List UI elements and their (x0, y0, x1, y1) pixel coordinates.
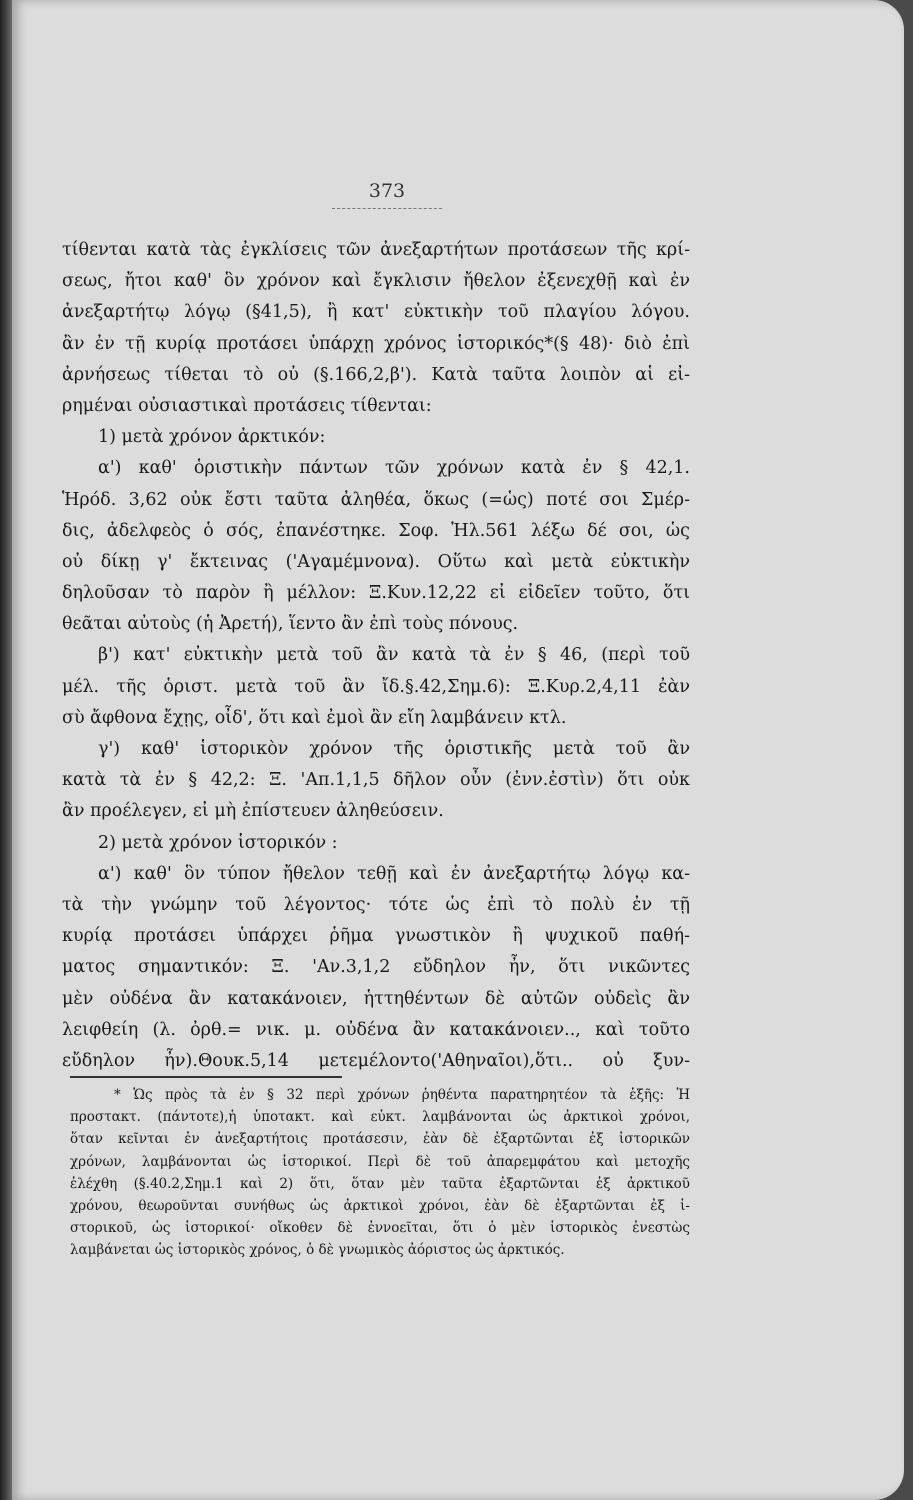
footnote-line: ἐλέχθη (§.40.2,Σημ.1 καὶ 2) ὅτι, ὅταν μὲν ταῦτα ἐξαρτῶνται ἐξ ἀρκτικοῦ (70, 1175, 690, 1192)
footnote-line: χρόνων, λαμβάνονται ὡς ἱστορικοί. Περὶ δὲ τοῦ ἀπαρεμφάτου καὶ μετοχῆς (70, 1153, 690, 1170)
text-line: τίθενται κατὰ τὰς ἐγκλίσεις τῶν ἀνεξαρτήτων προτάσεων τῆς κρί- (62, 240, 690, 260)
page-number: 373 (332, 180, 442, 209)
text-line: δηλοῦσαν τὸ παρὸν ἢ μέλλον: Ξ.Κυν.12,22 εἰ εἰδεῖεν τοῦτο, ὅτι (62, 583, 690, 604)
text-line: ματος σημαντικόν: Ξ. 'Αν.3,1,2 εὔδηλον ἦν, ὅτι νικῶντες (62, 957, 690, 978)
footnote-line: λαμβάνεται ὡς ἱστορικὸς χρόνος, ὁ δὲ γνωμικὸς ἀόριστος ὡς ἀρκτικός. (70, 1242, 565, 1259)
text-line: β') κατ' εὐκτικὴν μετὰ τοῦ ἂν κατὰ τὰ ἐν § 46, (περὶ τοῦ (98, 645, 690, 666)
body-text (62, 235, 690, 1077)
book-spine-shadow (0, 0, 12, 1500)
text-line: λειφθείη (λ. ὀρθ.= νικ. μ. οὐδένα ἂν κατακάνοιεν.., καὶ τοῦτο (62, 1019, 690, 1040)
text-line: γ') καθ' ἱστορικὸν χρόνον τῆς ὁριστικῆς μετὰ τοῦ ἂν (98, 739, 690, 759)
text-line: σὺ ἄφθονα ἔχῃς, οἶδ', ὅτι καὶ ἐμοὶ ἂν εἴη λαμβάνειν κτλ. (62, 707, 567, 728)
footnote-line: στορικοῦ, ὡς ἱστορικοί· οἴκοθεν δὲ ἐννοεῖται, ὅτι ὁ μὲν ἱστορικὸς ἐνεστὼς (70, 1220, 690, 1237)
text-line: ἀνεξαρτήτῳ λόγῳ (§41,5), ἢ κατ' εὐκτικὴν τοῦ πλαγίου λόγου. (62, 302, 690, 323)
text-line: ἂν ἐν τῇ κυρίᾳ προτάσει ὑπάρχῃ χρόνος ἱστορικός*(§ 48)· διὸ ἐπὶ (62, 333, 690, 354)
text-line: α') καθ' ὁριστικὴν πάντων τῶν χρόνων κατὰ ἐν § 42,1. (98, 458, 690, 479)
text-line: Ἡρόδ. 3,62 οὐκ ἔστι ταῦτα ἀληθέα, ὅκως (=ὡς) ποτέ σοι Σμέρ- (62, 489, 690, 510)
text-line: θεᾶται αὐτοὺς (ἡ Ἀρετή), ἵεντο ἂν ἐπὶ τοὺς πόνους. (62, 614, 519, 635)
footnote-divider (70, 1076, 342, 1078)
text-line: σεως, ἤτοι καθ' ὃν χρόνον καὶ ἔγκλισιν ἤθελον ἐξενεχθῇ καὶ ἐν (62, 271, 690, 292)
footnote-line: προστακτ. (πάντοτε),ἡ ὑποτακτ. καὶ εὐκτ. λαμβάνονται ὡς ἀρκτικοὶ χρόνοι, (70, 1109, 690, 1126)
text-line: ἀρνήσεως τίθεται τὸ οὐ (§.166,2,β'). Κατὰ ταῦτα λοιπὸν αἱ εἰ- (62, 364, 690, 385)
text-line: ἂν προέλεγεν, εἰ μὴ ἐπίστευεν ἀληθεύσειν. (62, 801, 444, 822)
text-line: κυρίᾳ προτάσει ὑπάρχει ῥῆμα γνωστικὸν ἢ ψυχικοῦ παθή- (62, 926, 690, 947)
text-line: κατὰ τὰ ἐν § 42,2: Ξ. 'Απ.1,1,5 δῆλον οὖν (ἐνν.ἐστὶν) ὅτι οὐκ (62, 770, 690, 791)
section-heading: 1) μετὰ χρόνον ἀρκτικόν: (98, 427, 326, 448)
footnote-line: ὅταν κεῖνται ἐν ἀνεξαρτήτοις προτάσεσιν, ἐὰν δὲ ἐξαρτῶνται ἐξ ἱστορικῶν (70, 1131, 690, 1148)
text-line: μέλ. τῆς ὁριστ. μετὰ τοῦ ἂν ἴδ.§.42,Σημ.6): Ξ.Κυρ.2,4,11 ἐὰν (62, 676, 690, 697)
footnote (70, 1084, 690, 1262)
footnote-line: * Ὡς πρὸς τὰ ἐν § 32 περὶ χρόνων ῥηθέντα παρατηρητέον τὰ ἑξῆς: Ἡ (114, 1087, 690, 1103)
footnote-line: χρόνου, θεωροῦνται συνήθως ὡς ἀρκτικοὶ χρόνοι, ἐὰν δὲ ἐξαρτῶνται ἐξ ἱ- (70, 1197, 690, 1214)
text-line: οὐ δίκῃ γ' ἔκτεινας ('Αγαμέμνονα). Οὕτω καὶ μετὰ εὐκτικὴν (62, 551, 690, 572)
section-heading: 2) μετὰ χρόνον ἱστορικόν : (98, 832, 338, 853)
text-line: εὔδηλον ἦν).Θουκ.5,14 μετεμέλοντο('Αθηναῖοι),ὅτι.. οὐ ξυν- (62, 1050, 690, 1071)
book-page (12, 0, 904, 1500)
text-line: α') καθ' ὃν τύπον ἤθελον τεθῇ καὶ ἐν ἀνεξαρτήτῳ λόγῳ κα- (98, 863, 690, 884)
text-line: μὲν οὐδένα ἂν κατακάνοιεν, ἡττηθέντων δὲ αὐτῶν οὐδεὶς ἂν (62, 988, 690, 1009)
text-line: ρημέναι οὐσιαστικαὶ προτάσεις τίθενται: (62, 395, 432, 416)
text-line: δις, ἀδελφεὸς ὁ σός, ἐπανέστηκε. Σοφ. Ἠλ.561 λέξω δέ σοι, ὡς (62, 520, 690, 541)
text-line: τὰ τὴν γνώμην τοῦ λέγοντος· τότε ὡς ἐπὶ τὸ πολὺ ἐν τῇ (62, 894, 690, 915)
